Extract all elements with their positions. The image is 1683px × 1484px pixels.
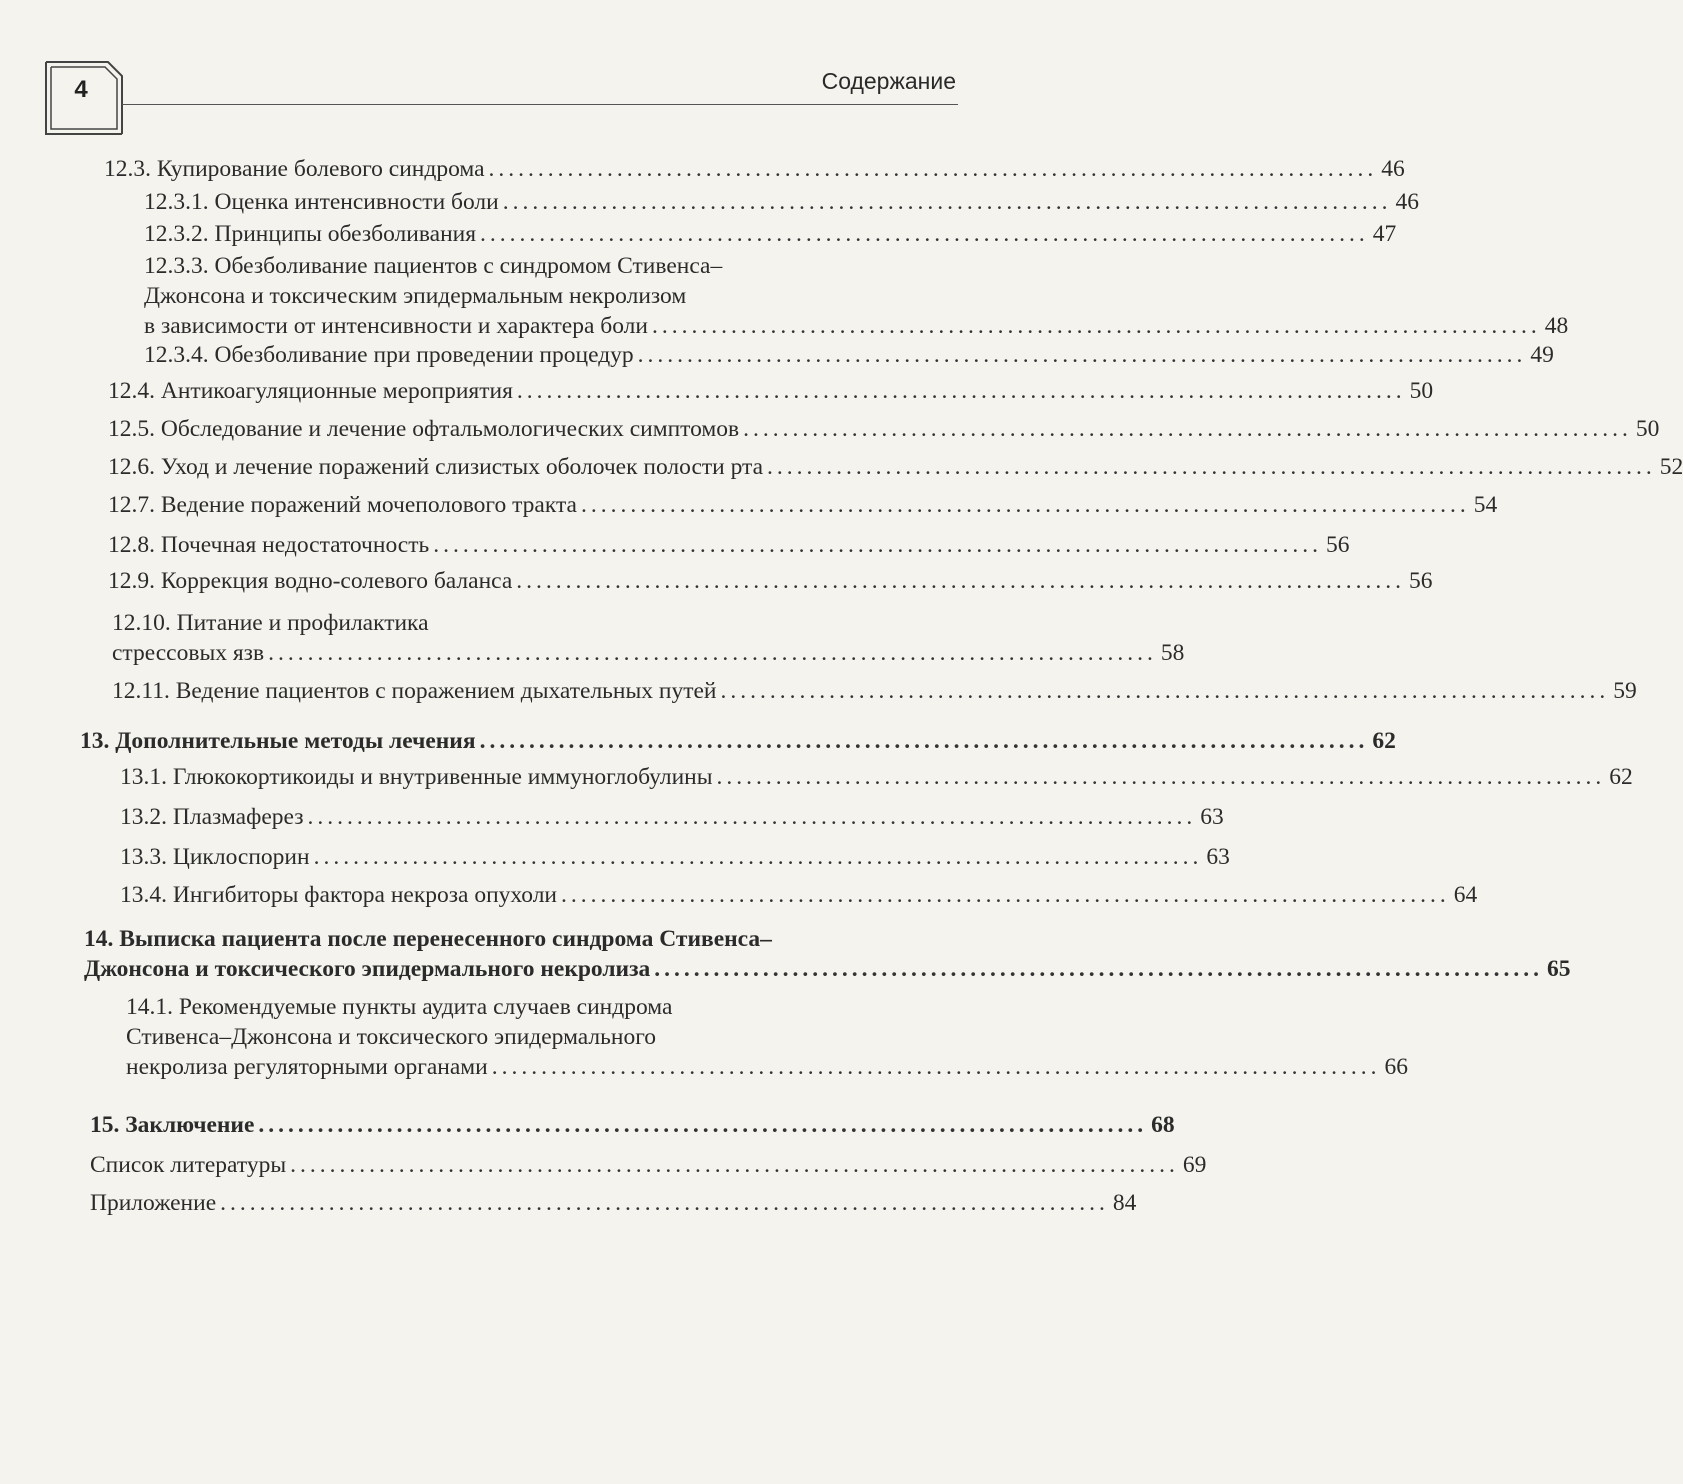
- toc-page-number: 62: [1609, 764, 1633, 790]
- toc-page-number: 56: [1325, 532, 1350, 558]
- toc-page-number: 47: [1372, 221, 1397, 247]
- toc-entry[interactable]: Приложение .......................................................................................... 84: [90, 1190, 1137, 1216]
- toc-page-number: 68: [1151, 1112, 1175, 1138]
- toc-entry[interactable]: 12.3.1. Оценка интенсивности боли .......................................................................................... 46: [144, 189, 1419, 215]
- running-header: Содержание: [821, 68, 956, 94]
- toc-entry[interactable]: 12.4. Антикоагуляционные мероприятия .......................................................................................... 50: [108, 378, 1434, 404]
- toc-page-number: 65: [1547, 956, 1571, 982]
- toc-section-entry[interactable]: 13. Дополнительные методы лечения .......................................................................................... 62: [80, 728, 1396, 754]
- toc-entry[interactable]: 12.7. Ведение поражений мочеполового тракта .......................................................................................... 54: [108, 492, 1498, 518]
- page-number: 4: [74, 76, 88, 103]
- toc-page-number: 46: [1395, 189, 1419, 215]
- toc-page-number: 62: [1372, 728, 1396, 754]
- toc-page-number: 64: [1453, 882, 1478, 908]
- toc-entry[interactable]: 13.1. Глюкокортикоиды и внутривенные иммуноглобулины .......................................................................................... 62: [120, 764, 1633, 790]
- toc-page-number: 48: [1544, 313, 1569, 339]
- toc-entry[interactable]: 12.10. Питание и профилактика стрессовых язв .......................................................................................... 58: [112, 610, 1185, 666]
- toc-entry[interactable]: Список литературы .......................................................................................... 69: [90, 1152, 1207, 1178]
- toc-page-number: 50: [1635, 416, 1660, 442]
- toc-entry[interactable]: 12.8. Почечная недостаточность .......................................................................................... 56: [108, 532, 1350, 558]
- toc-entry[interactable]: 12.11. Ведение пациентов с поражением дыхательных путей .......................................................................................... 59: [112, 678, 1637, 704]
- toc-entry[interactable]: 12.3.3. Обезболивание пациентов с синдромом Стивенса– Джонсона и токсическим эпидермальным некролизом в зависимости от интенсивности и характера боли .......................................................................................... 48: [144, 253, 1569, 339]
- toc-entry[interactable]: 12.5. Обследование и лечение офтальмологических симптомов .......................................................................................... 50: [108, 416, 1660, 442]
- toc-page-number: 56: [1409, 568, 1433, 594]
- toc-entry[interactable]: 12.6. Уход и лечение поражений слизистых оболочек полости рта .......................................................................................... 52: [108, 454, 1683, 480]
- toc-page-number: 46: [1381, 156, 1405, 182]
- toc-entry[interactable]: 14.1. Рекомендуемые пункты аудита случаев синдрома Стивенса–Джонсона и токсического эпидермального некролиза регуляторными органами .......................................................................................... 66: [126, 994, 1408, 1080]
- toc-section-entry[interactable]: 14. Выписка пациента после перенесенного синдрома Стивенса– Джонсона и токсического эпидермального некролиза .......................................................................................... 65: [84, 926, 1571, 982]
- toc-entry[interactable]: 12.3.4. Обезболивание при проведении процедур .......................................................................................... 49: [144, 342, 1554, 368]
- toc-entry[interactable]: 12.3.2. Принципы обезболивания .......................................................................................... 47: [144, 221, 1397, 247]
- toc-entry[interactable]: 12.3. Купирование болевого синдрома .......................................................................................... 46: [104, 156, 1405, 182]
- toc-page-number: 63: [1200, 804, 1224, 830]
- toc-page-number: 84: [1112, 1190, 1137, 1216]
- toc-entry[interactable]: 13.3. Циклоспорин .......................................................................................... 63: [120, 844, 1230, 870]
- toc-entry[interactable]: 13.4. Ингибиторы фактора некроза опухоли .......................................................................................... 64: [120, 882, 1478, 908]
- toc-page-number: 52: [1659, 454, 1683, 480]
- toc-section-entry[interactable]: 15. Заключение .......................................................................................... 68: [90, 1112, 1175, 1138]
- toc-page-number: 58: [1160, 640, 1185, 666]
- toc-page-number: 50: [1409, 378, 1434, 404]
- toc-page-number: 66: [1384, 1054, 1408, 1080]
- toc-page-number: 59: [1613, 678, 1637, 704]
- toc-page-number: 49: [1530, 342, 1554, 368]
- toc-page-number: 54: [1473, 492, 1498, 518]
- toc-page-number: 63: [1206, 844, 1230, 870]
- toc-entry[interactable]: 12.9. Коррекция водно-солевого баланса .......................................................................................... 56: [108, 568, 1433, 594]
- toc-entry[interactable]: 13.2. Плазмаферез .......................................................................................... 63: [120, 804, 1224, 830]
- toc-page-number: 69: [1182, 1152, 1207, 1178]
